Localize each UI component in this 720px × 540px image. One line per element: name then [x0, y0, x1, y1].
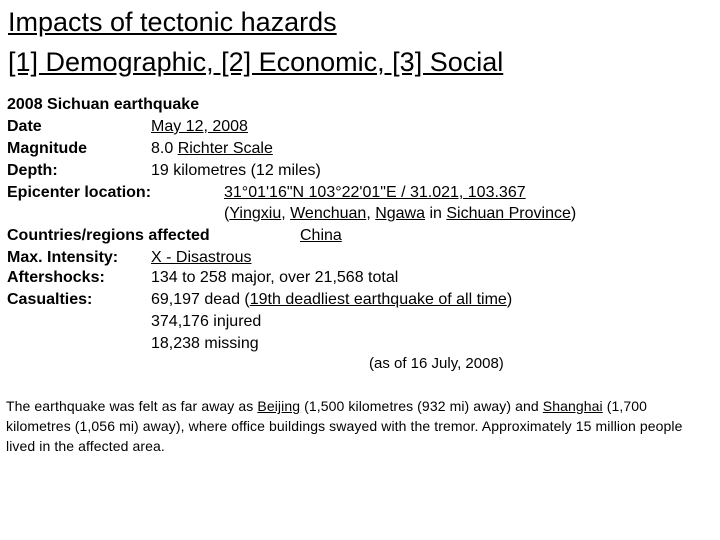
para-text-2: (1,500 kilometres (932 mi) away) and	[300, 398, 543, 414]
casualties-label: Casualties:	[7, 291, 93, 308]
countries-value[interactable]	[300, 226, 342, 246]
intensity-label: Max. Intensity:	[7, 249, 119, 266]
sep-1: ,	[281, 205, 291, 222]
epicenter-coords[interactable]	[224, 183, 526, 203]
magnitude-label: Magnitude	[7, 140, 87, 157]
date-value[interactable]	[151, 117, 248, 137]
casualties-dead	[151, 290, 512, 310]
casualties-as-of: (as of 16 July, 2008)	[369, 355, 504, 372]
beijing-link[interactable]: Beijing	[257, 398, 301, 414]
countries-label: Countries/regions affected	[7, 227, 210, 244]
intensity-value[interactable]	[151, 248, 251, 268]
paren-open: (	[224, 205, 230, 222]
para-text-3: (1,700 kilometres (1,056 mi) away), where office buildings swayed with the tremor. Approximately 15 million people lived in the affected area.	[6, 398, 683, 454]
page-title-line-1	[8, 5, 337, 39]
infobox-heading: 2008 Sichuan earthquake	[7, 96, 200, 113]
casualties-missing: 18,238 missing	[151, 335, 259, 352]
richter-scale-link[interactable]: Richter Scale	[177, 140, 273, 157]
dead-suffix: )	[506, 291, 513, 308]
depth-value: 19 kilometres (12 miles)	[151, 162, 321, 179]
para-text-1: The earthquake was felt as far away as	[6, 398, 258, 414]
date-label: Date	[7, 118, 42, 135]
date-link[interactable]: May 12, 2008	[151, 118, 248, 135]
sep-2: ,	[366, 205, 376, 222]
aftershocks-value: 134 to 258 major, over 21,568 total	[151, 269, 399, 286]
yingxiu-link[interactable]: Yingxiu	[229, 205, 282, 222]
aftershocks-label: Aftershocks:	[7, 269, 105, 286]
epicenter-place	[224, 204, 576, 224]
wenchuan-link[interactable]: Wenchuan	[290, 205, 367, 222]
in-text: in	[425, 205, 447, 222]
intensity-link[interactable]: X - Disastrous	[151, 249, 252, 266]
description-paragraph	[6, 396, 711, 456]
china-link[interactable]: China	[300, 227, 342, 244]
dead-count: 69,197 dead (	[151, 291, 250, 308]
page-title-line-2	[8, 45, 503, 79]
magnitude-value	[151, 139, 273, 159]
epicenter-label: Epicenter location:	[7, 184, 152, 201]
depth-label: Depth:	[7, 162, 58, 179]
title-text-2: [1] Demographic, [2] Economic, [3] Social	[8, 47, 504, 77]
title-text-1: Impacts of tectonic hazards	[8, 7, 337, 37]
magnitude-number: 8.0	[151, 140, 178, 157]
sichuan-province-link[interactable]: Sichuan Province	[446, 205, 571, 222]
deadliest-link[interactable]: 19th deadliest earthquake of all time	[249, 291, 507, 308]
paren-close: )	[570, 205, 577, 222]
shanghai-link[interactable]: Shanghai	[542, 398, 603, 414]
casualties-injured: 374,176 injured	[151, 313, 262, 330]
coords-link[interactable]: 31°01'16"N 103°22'01"E / 31.021, 103.367	[224, 184, 526, 201]
ngawa-link[interactable]: Ngawa	[375, 205, 426, 222]
